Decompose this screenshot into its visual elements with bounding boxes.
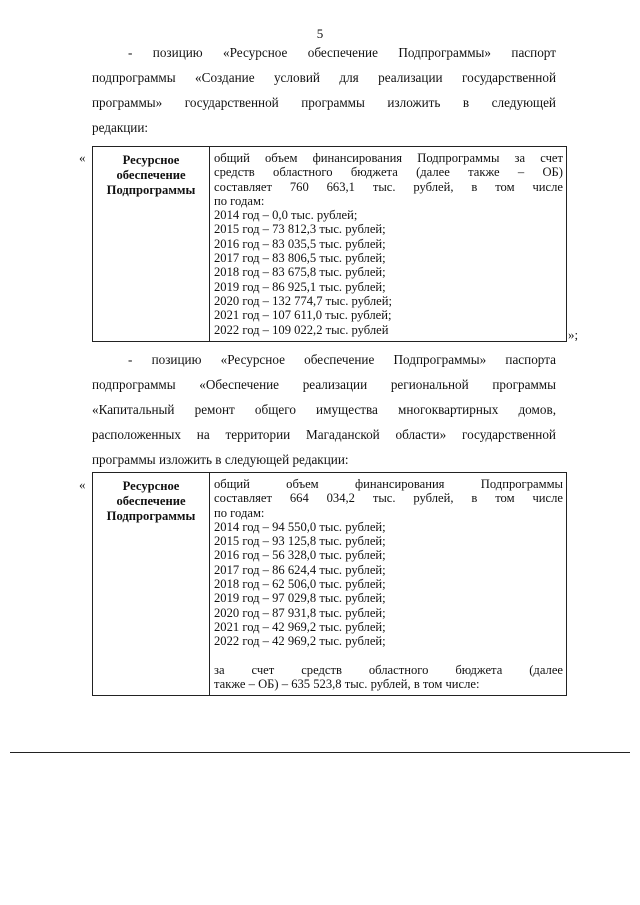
content-row: 2018 год – 83 675,8 тыс. рублей; [214,265,386,280]
content-row: 2015 год – 93 125,8 тыс. рублей; [214,534,386,549]
section2-line: «Капитальный ремонт общего имущества многоквартирных домов, [92,402,556,417]
content-row: 2020 год – 132 774,7 тыс. рублей; [214,293,392,308]
content-row: 2016 год – 83 035,5 тыс. рублей; [214,236,386,251]
content-row: 2022 год – 109 022,2 тыс. рублей [214,322,389,337]
section1-quote-close: »; [568,327,579,342]
page-number: 5 [316,26,324,41]
section1-line: редакции: [92,120,149,135]
section2-line: - позицию «Ресурсное обеспечение Подпрограммы» паспорта [128,352,556,367]
content-row: по годам: [214,193,265,208]
content-row: 2022 год – 42 969,2 тыс. рублей; [214,634,386,649]
section1-paragraph [92,40,556,140]
content-row: также – ОБ) – 635 523,8 тыс. рублей, в том числе: [214,676,480,691]
section1-line: программы» государственной программы изложить в следующей [92,95,556,110]
content-row: средств областного бюджета (далее также – ОБ) [214,165,563,180]
content-gap [214,649,563,663]
content-row: 2017 год – 83 806,5 тыс. рублей; [214,251,386,266]
section1-table-label [93,147,210,342]
label-line: обеспечение [116,168,186,182]
section2-line: подпрограммы «Обеспечение реализации региональной программы [92,377,556,392]
content-row: 2021 год – 42 969,2 тыс. рублей; [214,619,386,634]
content-row: 2018 год – 62 506,0 тыс. рублей; [214,577,386,592]
section1-quote-open: « [79,150,86,165]
content-row: составляет 760 663,1 тыс. рублей, в том числе [214,179,563,194]
section1-line: подпрограммы «Создание условий для реализации государственной [92,70,556,85]
content-row: 2014 год – 0,0 тыс. рублей; [214,208,358,223]
section2-table-label [93,473,210,696]
content-row: общий объем финансирования Подпрограммы за счет [214,151,563,165]
label-line: Ресурсное [122,479,180,493]
content-row: 2016 год – 56 328,0 тыс. рублей; [214,548,386,563]
section2-table-content [210,473,567,696]
section2-line: расположенных на территории Магаданской области» государственной [92,427,556,442]
content-row: 2019 год – 97 029,8 тыс. рублей; [214,591,386,606]
content-row: общий объем финансирования Подпрограммы [214,477,563,491]
content-row: по годам: [214,505,265,520]
label-line: Ресурсное [122,153,180,167]
section1-resource-table [92,146,567,342]
content-row: 2017 год – 86 624,4 тыс. рублей; [214,562,386,577]
content-row: 2021 год – 107 611,0 тыс. рублей; [214,308,392,323]
section2-resource-table [92,472,567,696]
section2-line: программы изложить в следующей редакции: [92,452,349,467]
section1-table-content [210,147,567,342]
bottom-horizontal-rule [10,752,630,753]
label-line: Подпрограммы [106,509,196,523]
content-row: 2019 год – 86 925,1 тыс. рублей; [214,279,386,294]
section1-line: - позицию «Ресурсное обеспечение Подпрограммы» паспорт [128,45,556,60]
content-row: за счет средств областного бюджета (далее [214,662,563,677]
label-line: обеспечение [116,494,186,508]
section2-paragraph [92,347,556,472]
section2-quote-open: « [79,477,86,492]
content-row: составляет 664 034,2 тыс. рублей, в том числе [214,491,563,506]
content-row: 2014 год – 94 550,0 тыс. рублей; [214,519,386,534]
content-row: 2020 год – 87 931,8 тыс. рублей; [214,605,386,620]
label-line: Подпрограммы [106,183,196,197]
content-row: 2015 год – 73 812,3 тыс. рублей; [214,222,386,237]
